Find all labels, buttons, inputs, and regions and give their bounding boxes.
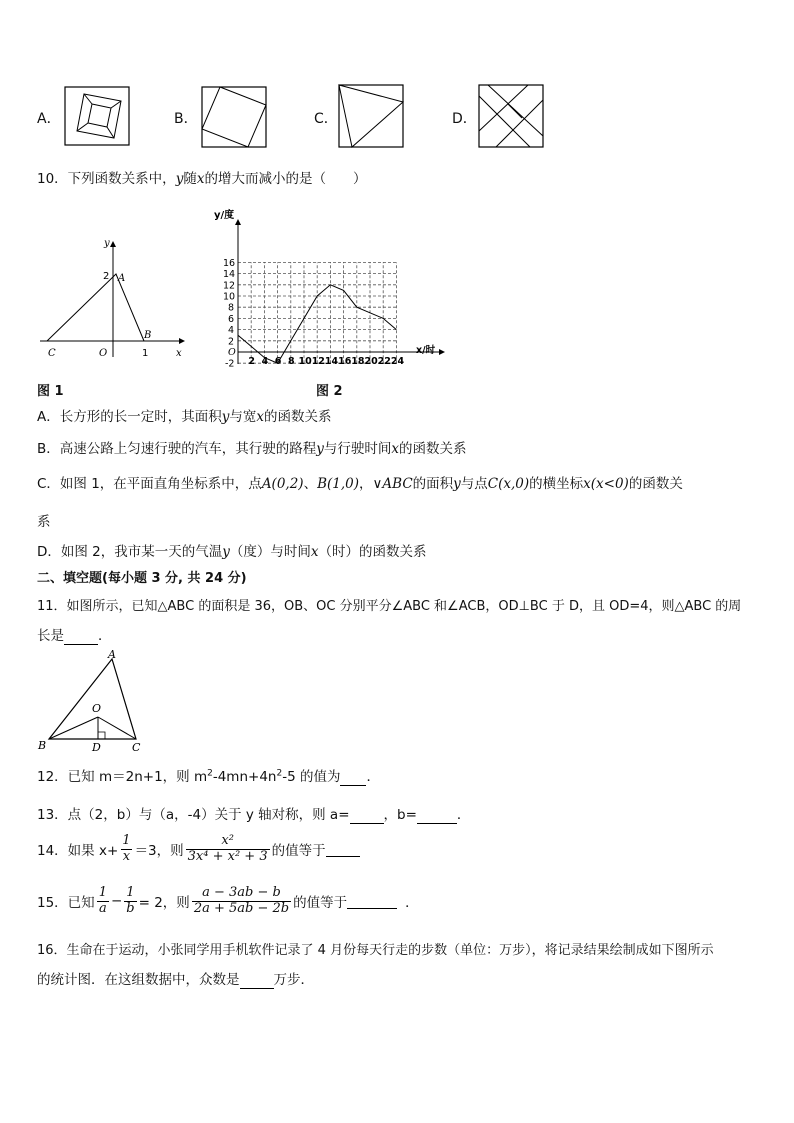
q13-b-blank[interactable] [417, 807, 457, 824]
figure-1-caption: 图 1 [37, 384, 64, 399]
option-a-label: A． [37, 111, 61, 127]
q12: 12．已知 m＝2n+1，则 $m^2-4mn+4n^2-5$ 的值为 ． [37, 768, 380, 785]
fig2-x-tick: 2 [248, 356, 256, 367]
q11-triangle-figure [36, 645, 146, 753]
fig1-x-axis-label: x [176, 348, 182, 359]
q11-point-a: A [108, 648, 116, 661]
option-b-label: B． [174, 111, 198, 127]
fig1-origin: O [99, 348, 108, 359]
q10-option-c: C．如图 1，在平面直角坐标系中，点A(0,2)、B(1,0)，∨ABC的面积y与点C(x,0)的横坐标x(x<0)的函数关 [37, 476, 683, 492]
q12-answer-blank[interactable] [340, 769, 366, 786]
q10-option-d: D．如图 2，我市某一天的气温y（度）与时间x（时）的函数关系 [37, 544, 427, 560]
q15-fraction-1b: $\frac{1}{b}$ [126, 885, 135, 916]
q16-line2: 的统计图．在这组数据中，众数是 万步． [37, 972, 314, 988]
fig1-y-axis-label: y [104, 238, 110, 249]
fig2-y-tick: 8 [228, 302, 235, 314]
fig2-y-tick: 10 [223, 291, 236, 303]
fig2-x-tick: 18 [351, 356, 365, 367]
option-d-label: D． [452, 111, 477, 127]
q10-option-b: B．高速公路上匀速行驶的汽车，其行驶的路程y与行驶时间x的函数关系 [37, 441, 467, 457]
fig1-point-a: A [118, 273, 126, 284]
q13-a-blank[interactable] [350, 807, 384, 824]
fig1-value-2: 2 [103, 271, 110, 282]
q16-answer-blank[interactable] [240, 972, 274, 989]
q11-line2: 长是 ． [37, 628, 112, 644]
fig2-x-tick: 14 [324, 356, 339, 367]
option-b-figure [201, 86, 267, 148]
fig2-origin: O [228, 347, 236, 358]
q16-line1: 16．生命在于运动，小张同学用手机软件记录了 4 月份每天行走的步数（单位：万步），将记录结果绘制成如下图所示 [37, 943, 714, 958]
fig2-y-tick: 14 [223, 269, 236, 281]
fig2-y-tick: 2 [228, 336, 235, 348]
option-c-label: C． [314, 111, 338, 127]
fig2-x-tick: 24 [390, 356, 405, 367]
fig1-point-b: B [144, 330, 152, 341]
q14: 14．如果 x+ $\frac{1}{x}$ ＝3，则 $\frac{\text{x²}}{\text{3x⁴ + x² + 3}}$ 的值等于 [37, 834, 360, 865]
fig2-x-tick: 16 [338, 356, 352, 367]
q11-answer-blank[interactable] [64, 628, 98, 645]
fig2-y-tick: 16 [223, 257, 236, 269]
section-fill-in-title: 二、填空题(每小题 3 分, 共 24 分) [37, 571, 247, 586]
q14-answer-blank[interactable] [326, 841, 360, 857]
q11-point-d: D [92, 741, 101, 753]
q14-small-fraction: $\frac{1}{x}$ [122, 833, 131, 864]
q13: 13．点（2，b）与（a，-4）关于 y 轴对称，则 a= ，b= ． [37, 807, 471, 823]
q11-point-o: O [92, 702, 102, 715]
fig2-y-tick: -2 [225, 358, 235, 370]
figure-1 [36, 232, 196, 362]
q10-option-a: A．长方形的长一定时，其面积y与宽x的函数关系 [37, 409, 332, 425]
fig2-x-tick: 8 [288, 356, 295, 367]
q11-point-b: B [38, 739, 47, 752]
fig2-y-title: y/度 [214, 210, 235, 221]
option-c-figure [338, 84, 404, 148]
fig2-y-tick: 6 [228, 313, 235, 325]
q10-option-c-cont: 系 [37, 514, 51, 530]
q15-fraction-1a: $\frac{1}{a}$ [98, 885, 107, 916]
fig2-x-title: x/时 [416, 345, 436, 356]
fig2-y-tick: 12 [223, 280, 236, 292]
q15-answer-blank[interactable] [347, 893, 397, 909]
fig2-x-tick: 4 [261, 356, 269, 367]
fig1-point-c: C [48, 348, 56, 359]
q11-line1: 11．如图所示，已知△ABC 的面积是 36，OB、OC 分别平分∠ABC 和∠ACB，OD⊥BC 于 D，且 OD=4，则△ABC 的周 [37, 599, 742, 614]
fig2-x-tick: 12 [311, 356, 325, 367]
figure-2 [212, 204, 446, 370]
option-a-figure [64, 86, 130, 146]
fig2-x-tick: 10 [298, 356, 312, 367]
q15: 15．已知 $\frac{1}{a}$ − $\frac{1}{b}$ = 2，则 $\frac{a - 3ab - b}{2a + 5ab - 2b}$ 的值等于 ． [37, 885, 419, 916]
fig2-x-tick: 20 [364, 356, 378, 367]
q15-big-fraction: $\frac{a - 3ab - b}{2a + 5ab - 2b}$ [193, 885, 290, 916]
fig1-value-1: 1 [142, 348, 149, 359]
fig2-y-tick: 4 [228, 325, 235, 337]
option-d-figure [478, 84, 544, 148]
q10-stem: 10．下列函数关系中，y随x的增大而减小的是（ ） [37, 171, 367, 187]
fig2-x-tick: 22 [377, 356, 391, 367]
q14-big-fraction: $\frac{\text{x²}}{\text{3x⁴ + x² + 3}}$ [187, 833, 268, 864]
q11-point-c: C [132, 741, 141, 753]
figure-2-caption: 图 2 [316, 384, 343, 399]
fig2-x-tick: 6 [274, 356, 282, 367]
